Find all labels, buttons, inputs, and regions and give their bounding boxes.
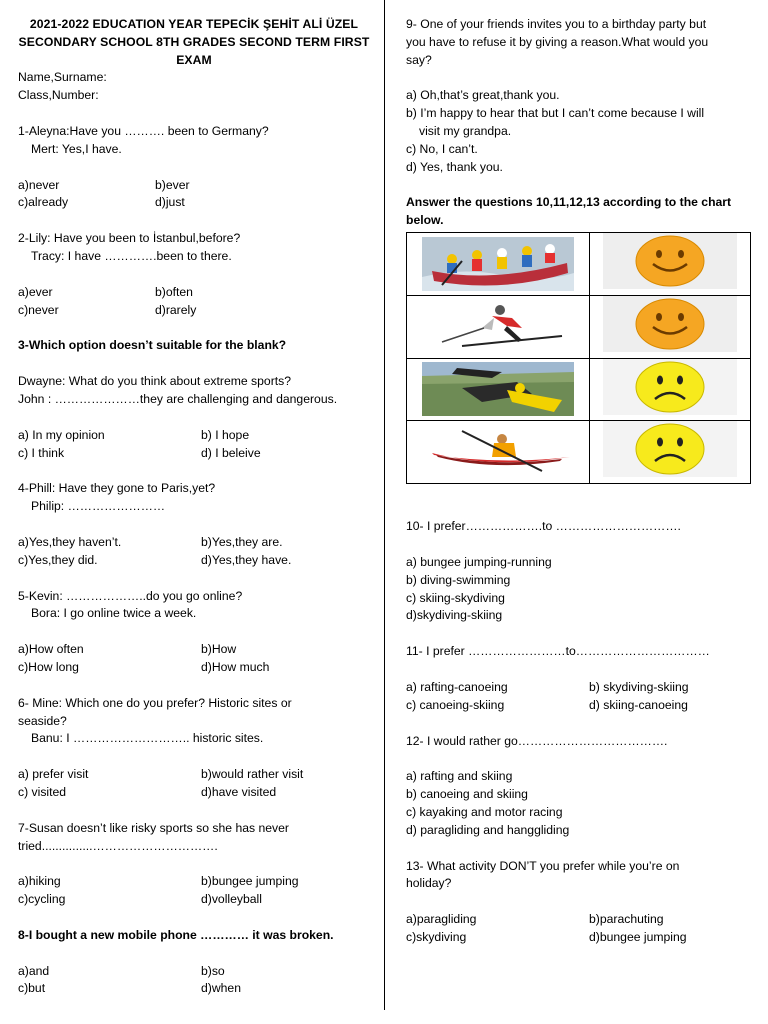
option-c: c)How long: [18, 659, 79, 674]
question-answer-line: Tracy: I have ………….been to there.: [31, 248, 232, 263]
activity-cell: [407, 295, 590, 358]
question-12: [406, 733, 752, 840]
question-13: [406, 858, 752, 947]
chart-instructions: [406, 194, 752, 230]
question-text: 6- Mine: Which one do you prefer? Historic sites or: [18, 695, 292, 710]
happy-face-icon: [603, 296, 737, 352]
chart-instructions-line: Answer the questions 10,11,12,13 according to the chart: [406, 195, 732, 210]
option-a: a)ever: [18, 284, 53, 299]
option-a: a)How often: [18, 642, 84, 657]
column-divider: [384, 0, 385, 1010]
chart-instructions-line: below.: [406, 213, 444, 228]
option-d: d) skiing-canoeing: [589, 697, 688, 712]
option-d: d)Yes,they have.: [201, 552, 292, 567]
option-c: c) I think: [18, 445, 65, 460]
rating-cell: [589, 358, 750, 421]
name-field-label: Name,Surname:: [18, 70, 107, 85]
option-d: d)when: [201, 981, 241, 996]
question-text: 12- I would rather go……………………………….: [406, 733, 668, 748]
canoeing-icon: [422, 425, 574, 479]
right-column: [406, 16, 752, 947]
rating-cell: [589, 232, 750, 295]
question-dialogue-line: Dwayne: What do you think about extreme sports?: [18, 374, 292, 389]
option-d: d)volleyball: [201, 892, 262, 907]
rafting-icon: [422, 237, 574, 291]
option-c: c)Yes,they did.: [18, 552, 98, 567]
option-b: b) I’m happy to hear that but I can’t come because I will: [406, 106, 705, 121]
rafting-photo: [422, 237, 574, 291]
question-text: 8-I bought a new mobile phone ………… it was broken.: [18, 927, 334, 942]
activity-cell: [407, 421, 590, 484]
option-c: c) skiing-skydiving: [406, 590, 505, 605]
option-d: d)just: [155, 195, 185, 210]
option-a: a) bungee jumping-running: [406, 554, 552, 569]
option-d: d)bungee jumping: [589, 929, 687, 944]
question-4: [18, 480, 370, 569]
title-line-1: 2021-2022 EDUCATION YEAR TEPECİK ŞEHİT ALİ ÜZEL: [29, 17, 359, 31]
activity-preference-chart: [406, 232, 751, 484]
option-a: a)and: [18, 963, 50, 978]
option-d: d) I beleive: [201, 445, 261, 460]
question-text: 1-Aleyna:Have you ………. been to Germany?: [18, 123, 269, 138]
option-d: d)How much: [201, 659, 270, 674]
question-text: 2-Lily: Have you been to İstanbul,before?: [18, 231, 241, 246]
skydiving-photo: [422, 362, 574, 416]
activity-cell: [407, 358, 590, 421]
option-d: d)have visited: [201, 784, 277, 799]
option-b-cont: visit my grandpa.: [419, 123, 512, 138]
question-answer-line: Philip: ……………………: [31, 499, 166, 514]
happy-face-icon: [603, 233, 737, 289]
option-b: b)often: [155, 284, 193, 299]
option-b: b)so: [201, 963, 225, 978]
question-2: [18, 230, 370, 319]
question-text: 4-Phill: Have they gone to Paris,yet?: [18, 481, 216, 496]
option-c: c) No, I can’t.: [406, 141, 478, 156]
question-text: 7-Susan doesn’t like risky sports so she has never: [18, 820, 289, 835]
question-text-cont: you have to refuse it by giving a reason.What would you: [406, 34, 709, 49]
option-b: b)parachuting: [589, 912, 664, 927]
question-text: 11- I prefer ……………………to……………………………: [406, 644, 710, 659]
skiing-icon: [422, 300, 574, 354]
question-text: 5-Kevin: ………………..do you go online?: [18, 588, 243, 603]
question-answer-line: Bora: I go online twice a week.: [31, 606, 197, 621]
option-d: d) Yes, thank you.: [406, 159, 503, 174]
question-dialogue-line: John : …………………they are challenging and dangerous.: [18, 391, 338, 406]
option-a: a) Oh,that’s great,thank you.: [406, 88, 560, 103]
option-a: a)paragliding: [406, 912, 477, 927]
question-answer-line: Mert: Yes,I have.: [31, 141, 122, 156]
option-c: c)skydiving: [406, 929, 467, 944]
chart-row-rafting: [407, 232, 751, 295]
left-column: [18, 16, 370, 998]
question-text-cont: tried...............………………………….: [18, 838, 218, 853]
option-a: a) prefer visit: [18, 767, 89, 782]
question-6: [18, 695, 370, 802]
option-b: b) I hope: [201, 427, 250, 442]
class-field-label: Class,Number:: [18, 88, 99, 103]
question-9: [406, 16, 752, 176]
option-a: a) rafting-canoeing: [406, 679, 508, 694]
option-b: b) canoeing and skiing: [406, 787, 528, 802]
activity-cell: [407, 232, 590, 295]
option-d: d)rarely: [155, 302, 197, 317]
exam-title: [18, 16, 370, 69]
option-a: a)never: [18, 177, 60, 192]
question-8: [18, 927, 370, 998]
option-c: c) visited: [18, 784, 67, 799]
question-11: [406, 643, 752, 714]
chart-row-canoeing: [407, 421, 751, 484]
canoeing-photo: [422, 425, 574, 479]
option-b: b)ever: [155, 177, 190, 192]
question-10: [406, 518, 752, 625]
option-b: b) skydiving-skiing: [589, 679, 689, 694]
option-d: d)skydiving-skiing: [406, 608, 503, 623]
option-d: d) paragliding and hanggliding: [406, 822, 570, 837]
option-a: a) rafting and skiing: [406, 769, 513, 784]
question-text: 13- What activity DON’T you prefer while you’re on: [406, 858, 680, 873]
option-c: c)already: [18, 195, 69, 210]
question-answer-line: Banu: I ……………………….. historic sites.: [31, 731, 264, 746]
rating-cell: [589, 295, 750, 358]
question-text-cont: holiday?: [406, 876, 452, 891]
option-c: c)cycling: [18, 892, 66, 907]
option-a: a)hiking: [18, 874, 61, 889]
option-c: c) canoeing-skiing: [406, 697, 505, 712]
question-3: [18, 337, 370, 462]
rating-cell: [589, 421, 750, 484]
question-1: [18, 123, 370, 212]
question-text-cont: say?: [406, 52, 432, 67]
skiing-photo: [422, 300, 574, 354]
option-c: c) kayaking and motor racing: [406, 804, 563, 819]
option-c: c)but: [18, 981, 46, 996]
option-b: b)Yes,they are.: [201, 534, 283, 549]
chart-row-skydiving: [407, 358, 751, 421]
sad-face-icon: [603, 359, 737, 415]
sad-face-icon: [603, 421, 737, 477]
question-7: [18, 820, 370, 909]
option-b: b) diving-swimming: [406, 572, 511, 587]
chart-row-skiing: [407, 295, 751, 358]
option-b: b)would rather visit: [201, 767, 304, 782]
skydiving-icon: [422, 362, 574, 416]
option-b: b)bungee jumping: [201, 874, 299, 889]
option-b: b)How: [201, 642, 237, 657]
option-c: c)never: [18, 302, 59, 317]
title-line-3: EXAM: [176, 52, 212, 67]
option-a: a) In my opinion: [18, 427, 105, 442]
question-text: 3-Which option doesn’t suitable for the blank?: [18, 338, 287, 353]
option-a: a)Yes,they haven’t.: [18, 534, 122, 549]
question-5: [18, 588, 370, 677]
question-text: 10- I prefer……………….to ………………………….: [406, 519, 681, 534]
question-text-cont: seaside?: [18, 713, 67, 728]
title-line-2: SECONDARY SCHOOL 8TH GRADES SECOND TERM FIRST: [18, 34, 370, 49]
question-text: 9- One of your friends invites you to a birthday party but: [406, 17, 707, 31]
